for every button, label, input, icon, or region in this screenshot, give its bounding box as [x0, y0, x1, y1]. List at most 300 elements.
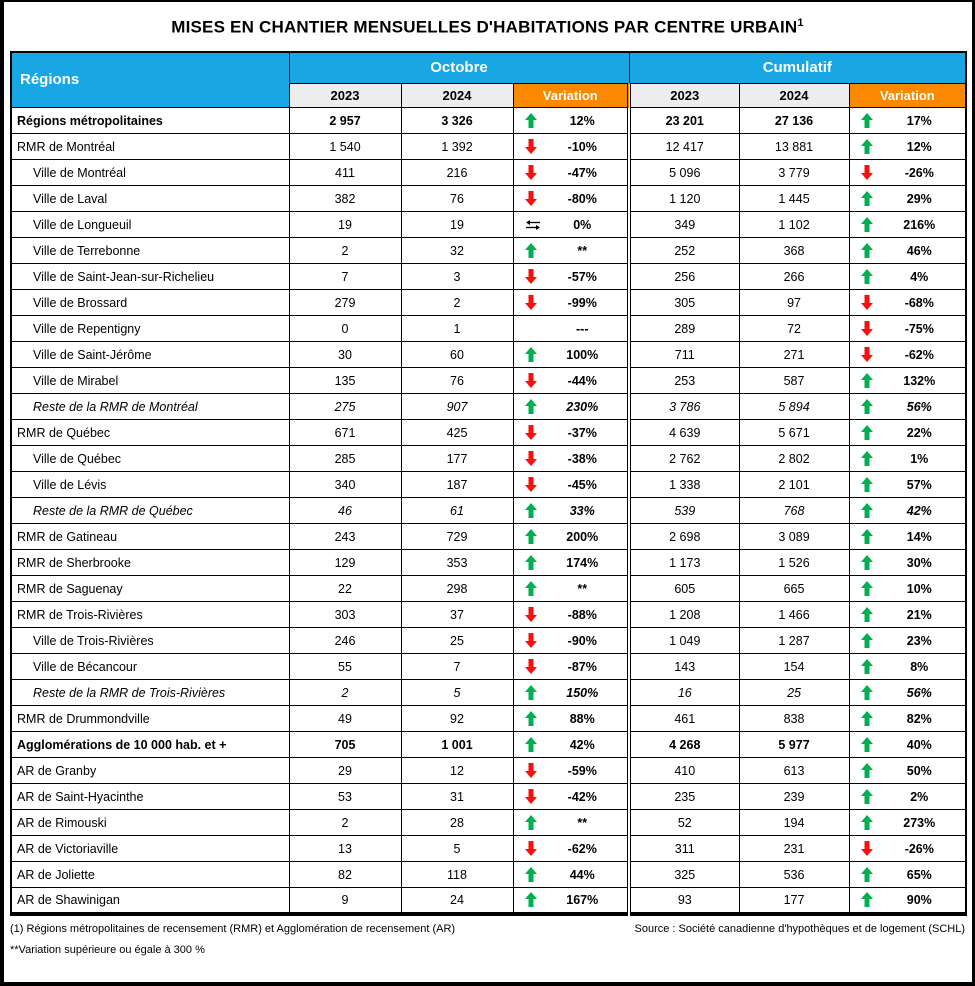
block-up-arrow-icon: [850, 581, 880, 596]
table-row: [11, 290, 966, 316]
oct-variation-cell: [513, 238, 629, 264]
region-name-cell: Ville de Lévis: [11, 472, 289, 498]
block-up-arrow-icon: [850, 555, 880, 570]
variation-value: 167%: [566, 892, 599, 907]
cum-2023-cell: 605: [629, 576, 739, 602]
cum-variation-cell: [849, 706, 966, 732]
table-row: [11, 212, 966, 238]
block-up-arrow-icon: [850, 373, 880, 388]
block-down-arrow-icon: [514, 451, 544, 466]
variation-value: 2%: [910, 789, 929, 804]
oct-variation-cell: [513, 134, 629, 160]
table-row: [11, 264, 966, 290]
oct-2023-cell: 9: [289, 888, 401, 914]
cum-variation-cell: [849, 680, 966, 706]
cum-variation-cell: [849, 628, 966, 654]
oct-2023-cell: 303: [289, 602, 401, 628]
variation-value: -47%: [567, 165, 597, 180]
region-name-cell: Agglomérations de 10 000 hab. et +: [11, 732, 289, 758]
variation-value: -59%: [567, 763, 597, 778]
region-name-cell: Ville de Mirabel: [11, 368, 289, 394]
variation-value: 22%: [906, 425, 932, 440]
table-row: [11, 420, 966, 446]
region-name-cell: RMR de Saguenay: [11, 576, 289, 602]
cum-2023-cell: 311: [629, 836, 739, 862]
block-up-arrow-icon: [514, 113, 544, 128]
cum-2024-cell: 177: [739, 888, 849, 914]
region-name-cell: Ville de Terrebonne: [11, 238, 289, 264]
oct-2024-cell: 177: [401, 446, 513, 472]
block-up-arrow-icon: [850, 399, 880, 414]
oct-variation-cell: [513, 186, 629, 212]
cum-variation-cell: [849, 420, 966, 446]
cum-2023-cell: 252: [629, 238, 739, 264]
table-row: [11, 186, 966, 212]
table-row: [11, 758, 966, 784]
oct-variation-cell: [513, 264, 629, 290]
cum-2023-cell: 2 698: [629, 524, 739, 550]
oct-variation-cell: [513, 498, 629, 524]
oct-2024-cell: 5: [401, 836, 513, 862]
cum-variation-cell: [849, 550, 966, 576]
cum-2023-cell: 1 338: [629, 472, 739, 498]
block-up-arrow-icon: [850, 892, 880, 907]
regions-column-header: Régions: [11, 52, 289, 108]
table-row: [11, 550, 966, 576]
cum-2024-cell: 271: [739, 342, 849, 368]
oct-variation-cell: [513, 316, 629, 342]
block-up-arrow-icon: [514, 685, 544, 700]
cum-2024-cell: 266: [739, 264, 849, 290]
oct-2024-cell: 31: [401, 784, 513, 810]
block-down-arrow-icon: [514, 477, 544, 492]
cum-2023-cell: 349: [629, 212, 739, 238]
oct-2024-cell: 7: [401, 654, 513, 680]
block-down-arrow-icon: [514, 841, 544, 856]
oct-variation-cell: [513, 576, 629, 602]
variation-value: 12%: [906, 139, 932, 154]
cum-2023-cell: 1 173: [629, 550, 739, 576]
variation-value: -26%: [904, 165, 934, 180]
cum-2023-cell: 325: [629, 862, 739, 888]
oct-2023-cell: 243: [289, 524, 401, 550]
cum-2023-cell: 253: [629, 368, 739, 394]
variation-value: 44%: [569, 867, 595, 882]
table-row: [11, 628, 966, 654]
region-name-cell: Régions métropolitaines: [11, 108, 289, 134]
cum-2024-cell: 13 881: [739, 134, 849, 160]
variation-value: -68%: [904, 295, 934, 310]
oct-variation-cell: [513, 420, 629, 446]
cum-2023-cell: 23 201: [629, 108, 739, 134]
variation-value: 82%: [906, 711, 932, 726]
block-down-arrow-icon: [514, 139, 544, 154]
region-name-cell: AR de Victoriaville: [11, 836, 289, 862]
variation-value: 40%: [906, 737, 932, 752]
variation-value: 30%: [906, 555, 932, 570]
variation-value: 230%: [566, 399, 599, 414]
cum-2024-cell: 1 102: [739, 212, 849, 238]
variation-value: 14%: [906, 529, 932, 544]
cum-2023-cell: 235: [629, 784, 739, 810]
cum-2023-cell: 3 786: [629, 394, 739, 420]
oct-2023-cell: 411: [289, 160, 401, 186]
table-row: [11, 108, 966, 134]
oct-2024-cell: 216: [401, 160, 513, 186]
variation-value: 29%: [906, 191, 932, 206]
block-up-arrow-icon: [850, 113, 880, 128]
cum-variation-cell: [849, 290, 966, 316]
region-name-cell: Reste de la RMR de Montréal: [11, 394, 289, 420]
oct-variation-header: Variation: [513, 84, 629, 108]
oct-variation-cell: [513, 394, 629, 420]
table-row: [11, 394, 966, 420]
cum-variation-cell: [849, 498, 966, 524]
block-up-arrow-icon: [514, 581, 544, 596]
region-name-cell: AR de Shawinigan: [11, 888, 289, 914]
region-name-cell: RMR de Montréal: [11, 134, 289, 160]
block-up-arrow-icon: [850, 867, 880, 882]
variation-value: 46%: [906, 243, 932, 258]
variation-value: 23%: [906, 633, 932, 648]
oct-2023-cell: 30: [289, 342, 401, 368]
block-down-arrow-icon: [514, 373, 544, 388]
variation-value: 33%: [569, 503, 595, 518]
variation-value: -75%: [904, 321, 934, 336]
oct-2023-cell: 285: [289, 446, 401, 472]
region-name-cell: RMR de Sherbrooke: [11, 550, 289, 576]
cum-variation-header: Variation: [849, 84, 966, 108]
variation-value: 1%: [910, 451, 929, 466]
oct-2024-cell: 28: [401, 810, 513, 836]
oct-variation-cell: [513, 628, 629, 654]
cum-2024-cell: 3 089: [739, 524, 849, 550]
cum-variation-cell: [849, 160, 966, 186]
cum-2023-cell: 289: [629, 316, 739, 342]
oct-variation-cell: [513, 524, 629, 550]
variation-value: -26%: [904, 841, 934, 856]
cum-2023-cell: 2 762: [629, 446, 739, 472]
oct-2024-cell: 3 326: [401, 108, 513, 134]
cum-2024-cell: 231: [739, 836, 849, 862]
cum-2024-cell: 25: [739, 680, 849, 706]
source-note: Source : Société canadienne d'hypothèques et de logement (SCHL): [634, 922, 965, 935]
cum-variation-cell: [849, 862, 966, 888]
block-up-arrow-icon: [514, 347, 544, 362]
block-down-arrow-icon: [514, 659, 544, 674]
block-up-arrow-icon: [850, 789, 880, 804]
table-row: [11, 498, 966, 524]
variation-value: -80%: [567, 191, 597, 206]
cum-2024-cell: 1 445: [739, 186, 849, 212]
region-name-cell: RMR de Trois-Rivières: [11, 602, 289, 628]
oct-2024-cell: 729: [401, 524, 513, 550]
cum-2024-cell: 2 802: [739, 446, 849, 472]
oct-2023-cell: 705: [289, 732, 401, 758]
cum-2024-cell: 2 101: [739, 472, 849, 498]
variation-value: 88%: [569, 711, 595, 726]
oct-2024-cell: 1 001: [401, 732, 513, 758]
block-up-arrow-icon: [850, 633, 880, 648]
region-name-cell: Ville de Saint-Jérôme: [11, 342, 289, 368]
table-row: [11, 706, 966, 732]
cum-2024-cell: 5 894: [739, 394, 849, 420]
table-row: [11, 316, 966, 342]
oct-2024-cell: 37: [401, 602, 513, 628]
cum-2024-cell: 239: [739, 784, 849, 810]
oct-variation-cell: [513, 160, 629, 186]
cum-2023-cell: 1 120: [629, 186, 739, 212]
region-name-cell: Ville de Laval: [11, 186, 289, 212]
table-row: [11, 134, 966, 160]
cum-variation-cell: [849, 368, 966, 394]
oct-2023-cell: 13: [289, 836, 401, 862]
cum-variation-cell: [849, 784, 966, 810]
variation-value: **: [577, 815, 588, 830]
variation-value: 42%: [906, 503, 932, 518]
cum-variation-cell: [849, 758, 966, 784]
table-row: [11, 680, 966, 706]
block-up-arrow-icon: [514, 867, 544, 882]
oct-2024-cell: 92: [401, 706, 513, 732]
table-row: [11, 810, 966, 836]
cum-2023-cell: 4 268: [629, 732, 739, 758]
oct-2024-cell: 60: [401, 342, 513, 368]
oct-2023-cell: 2: [289, 810, 401, 836]
cum-2024-cell: 194: [739, 810, 849, 836]
oct-variation-cell: [513, 550, 629, 576]
cum-variation-cell: [849, 108, 966, 134]
oct-2024-cell: 1: [401, 316, 513, 342]
oct-variation-cell: [513, 342, 629, 368]
cum-variation-cell: [849, 186, 966, 212]
cum-2024-cell: 1 287: [739, 628, 849, 654]
oct-2023-cell: 2: [289, 680, 401, 706]
oct-variation-cell: [513, 212, 629, 238]
variation-value: 200%: [566, 529, 599, 544]
cum-variation-cell: [849, 888, 966, 914]
oct-variation-cell: [513, 732, 629, 758]
oct-2023-cell: 53: [289, 784, 401, 810]
cum-2023-cell: 1 208: [629, 602, 739, 628]
variation-value: 12%: [569, 113, 595, 128]
oct-2023-cell: 49: [289, 706, 401, 732]
table-row: [11, 446, 966, 472]
variation-value: 65%: [906, 867, 932, 882]
cum-2023-cell: 4 639: [629, 420, 739, 446]
cum-variation-cell: [849, 342, 966, 368]
cum-2024-cell: 5 671: [739, 420, 849, 446]
block-up-arrow-icon: [514, 737, 544, 752]
table-row: [11, 576, 966, 602]
oct-variation-cell: [513, 810, 629, 836]
variation-value: 21%: [906, 607, 932, 622]
oct-2023-cell: 7: [289, 264, 401, 290]
region-name-cell: AR de Joliette: [11, 862, 289, 888]
table-row: [11, 654, 966, 680]
cum-2024-cell: 3 779: [739, 160, 849, 186]
oct-2023-cell: 246: [289, 628, 401, 654]
oct-variation-cell: [513, 654, 629, 680]
cum-2023-cell: 1 049: [629, 628, 739, 654]
variation-value: -45%: [567, 477, 597, 492]
footnote-variation-threshold: **Variation supérieure ou égale à 300 %: [10, 943, 205, 956]
block-down-arrow-icon: [850, 347, 880, 362]
variation-value: 174%: [566, 555, 599, 570]
oct-2024-cell: 12: [401, 758, 513, 784]
cum-variation-cell: [849, 238, 966, 264]
block-up-arrow-icon: [850, 217, 880, 232]
region-name-cell: Ville de Saint-Jean-sur-Richelieu: [11, 264, 289, 290]
table-row: [11, 888, 966, 914]
oct-2024-cell: 76: [401, 368, 513, 394]
cum-2024-header: 2024: [739, 84, 849, 108]
cum-2023-cell: 93: [629, 888, 739, 914]
block-up-arrow-icon: [850, 711, 880, 726]
region-name-cell: Reste de la RMR de Québec: [11, 498, 289, 524]
variation-value: 56%: [906, 399, 932, 414]
variation-value: 57%: [906, 477, 932, 492]
oct-2024-cell: 32: [401, 238, 513, 264]
cum-variation-cell: [849, 602, 966, 628]
cum-variation-cell: [849, 394, 966, 420]
region-name-cell: AR de Granby: [11, 758, 289, 784]
block-down-arrow-icon: [514, 607, 544, 622]
oct-2024-cell: 5: [401, 680, 513, 706]
table-row: [11, 524, 966, 550]
block-up-arrow-icon: [850, 477, 880, 492]
cum-2023-cell: 305: [629, 290, 739, 316]
block-up-arrow-icon: [514, 711, 544, 726]
region-name-cell: RMR de Québec: [11, 420, 289, 446]
variation-value: -62%: [904, 347, 934, 362]
oct-variation-cell: [513, 290, 629, 316]
cum-variation-cell: [849, 134, 966, 160]
variation-value: 10%: [906, 581, 932, 596]
variation-value: 17%: [906, 113, 932, 128]
oct-variation-cell: [513, 862, 629, 888]
oct-variation-cell: [513, 758, 629, 784]
cumulatif-group-header: Cumulatif: [629, 52, 966, 84]
block-down-arrow-icon: [850, 841, 880, 856]
block-up-arrow-icon: [514, 503, 544, 518]
table-row: [11, 732, 966, 758]
block-up-arrow-icon: [850, 737, 880, 752]
cum-variation-cell: [849, 446, 966, 472]
oct-variation-cell: [513, 836, 629, 862]
housing-starts-table: [10, 51, 967, 916]
block-down-arrow-icon: [850, 295, 880, 310]
oct-2024-cell: 353: [401, 550, 513, 576]
oct-2024-cell: 425: [401, 420, 513, 446]
oct-variation-cell: [513, 680, 629, 706]
variation-value: -90%: [567, 633, 597, 648]
oct-2023-cell: 19: [289, 212, 401, 238]
block-up-arrow-icon: [850, 529, 880, 544]
oct-2024-cell: 25: [401, 628, 513, 654]
cum-2024-cell: 1 526: [739, 550, 849, 576]
octobre-group-header: Octobre: [289, 52, 629, 84]
oct-2023-cell: 340: [289, 472, 401, 498]
oct-2024-cell: 76: [401, 186, 513, 212]
block-up-arrow-icon: [514, 243, 544, 258]
region-name-cell: Ville de Québec: [11, 446, 289, 472]
block-up-arrow-icon: [850, 191, 880, 206]
oct-2024-cell: 2: [401, 290, 513, 316]
block-down-arrow-icon: [514, 165, 544, 180]
block-down-arrow-icon: [514, 789, 544, 804]
cum-variation-cell: [849, 212, 966, 238]
region-name-cell: Ville de Trois-Rivières: [11, 628, 289, 654]
region-name-cell: RMR de Gatineau: [11, 524, 289, 550]
oct-2024-cell: 61: [401, 498, 513, 524]
variation-value: 56%: [906, 685, 932, 700]
cum-2024-cell: 838: [739, 706, 849, 732]
block-up-arrow-icon: [850, 685, 880, 700]
table-row: [11, 784, 966, 810]
cum-2024-cell: 368: [739, 238, 849, 264]
variation-value: 150%: [566, 685, 599, 700]
block-up-arrow-icon: [850, 763, 880, 778]
cum-2023-cell: 16: [629, 680, 739, 706]
oct-2023-cell: 46: [289, 498, 401, 524]
cum-variation-cell: [849, 576, 966, 602]
block-down-arrow-icon: [514, 191, 544, 206]
region-name-cell: RMR de Drummondville: [11, 706, 289, 732]
oct-variation-cell: [513, 446, 629, 472]
region-name-cell: Ville de Repentigny: [11, 316, 289, 342]
block-down-arrow-icon: [514, 269, 544, 284]
oct-variation-cell: [513, 602, 629, 628]
cum-2023-cell: 5 096: [629, 160, 739, 186]
variation-value: 50%: [906, 763, 932, 778]
region-name-cell: Ville de Montréal: [11, 160, 289, 186]
variation-value: -10%: [567, 139, 597, 154]
variation-value: 4%: [910, 269, 929, 284]
cum-2024-cell: 665: [739, 576, 849, 602]
cum-2023-cell: 12 417: [629, 134, 739, 160]
title-footnote-marker: 1: [797, 17, 804, 29]
oct-2024-cell: 24: [401, 888, 513, 914]
region-name-cell: Ville de Longueuil: [11, 212, 289, 238]
oct-2024-cell: 19: [401, 212, 513, 238]
oct-2023-header: 2023: [289, 84, 401, 108]
variation-value: -99%: [567, 295, 597, 310]
oct-2023-cell: 279: [289, 290, 401, 316]
cum-2024-cell: 154: [739, 654, 849, 680]
block-down-arrow-icon: [850, 165, 880, 180]
table-row: [11, 160, 966, 186]
block-up-arrow-icon: [850, 815, 880, 830]
cum-2024-cell: 536: [739, 862, 849, 888]
oct-2023-cell: 2: [289, 238, 401, 264]
oct-2023-cell: 129: [289, 550, 401, 576]
page-title: [10, 17, 965, 38]
oct-2024-header: 2024: [401, 84, 513, 108]
cum-variation-cell: [849, 836, 966, 862]
block-down-arrow-icon: [514, 763, 544, 778]
oct-variation-cell: [513, 368, 629, 394]
block-up-arrow-icon: [514, 815, 544, 830]
cum-2023-cell: 256: [629, 264, 739, 290]
cum-2023-cell: 461: [629, 706, 739, 732]
oct-variation-cell: [513, 472, 629, 498]
block-up-arrow-icon: [850, 269, 880, 284]
block-up-arrow-icon: [514, 529, 544, 544]
cum-variation-cell: [849, 732, 966, 758]
oct-variation-cell: [513, 784, 629, 810]
table-row: [11, 602, 966, 628]
